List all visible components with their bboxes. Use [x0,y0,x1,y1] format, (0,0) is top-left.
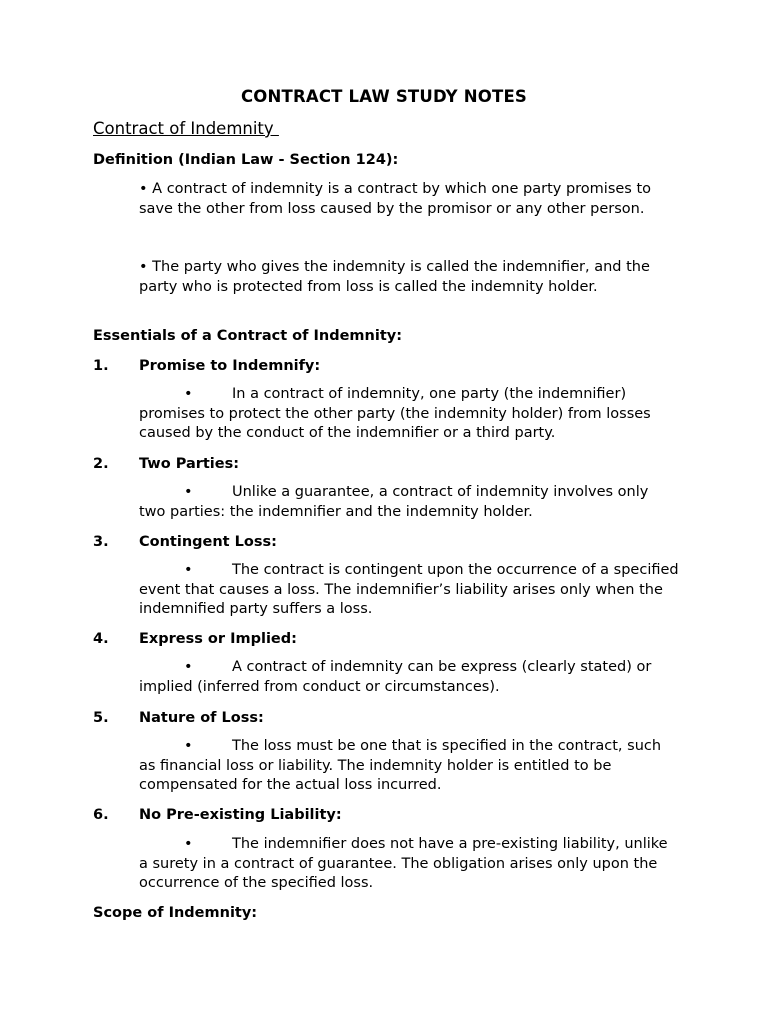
bullet-icon: • [184,836,193,852]
item-description [139,658,679,697]
bullet-icon: • [184,386,193,402]
item-title: Contingent Loss: [139,534,277,550]
item-text: The indemnifier does not have a pre-existing liability, unlike a surety in a contract of guarantee. The obligation arises only upon the occurrence of the specified loss. [139,836,668,892]
item-text: A contract of indemnity can be express (clearly stated) or implied (inferred from conduct or circumstances). [139,659,652,695]
item-title: Express or Implied: [139,631,297,647]
item-title: No Pre-existing Liability: [139,807,342,823]
item-number: 3. [93,534,109,550]
item-description [139,385,679,444]
bullet-icon: • [184,738,193,754]
bullet-icon: • [184,562,193,578]
item-number: 1. [93,358,109,374]
item-text: In a contract of indemnity, one party (the indemnifier) promises to protect the other party (the indemnity holder) from losses caused by the conduct of the indemnifier or a third party. [139,386,651,442]
item-title: Nature of Loss: [139,710,264,726]
item-title: Promise to Indemnify: [139,358,321,374]
document-title: CONTRACT LAW STUDY NOTES [240,87,528,106]
item-description [139,835,679,894]
item-number: 4. [93,631,109,647]
scope-heading: Scope of Indemnity: [93,905,258,921]
item-number: 6. [93,807,109,823]
item-text: The loss must be one that is specified in the contract, such as financial loss or liability. The indemnity holder is entitled to be compensated for the actual loss incurred. [139,738,662,794]
item-description [139,561,679,620]
item-title: Two Parties: [139,456,240,472]
definition-heading: Definition (Indian Law - Section 124): [93,152,399,168]
item-description [139,737,679,796]
bullet-icon: • [184,484,193,500]
essentials-heading: Essentials of a Contract of Indemnity: [93,328,403,344]
item-number: 2. [93,456,109,472]
item-description [139,483,679,522]
bullet-icon: • [184,659,193,675]
item-text: The contract is contingent upon the occurrence of a specified event that causes a loss. The indemnifier’s liability arises only when the indemnified party suffers a loss. [139,562,679,618]
section-heading: Contract of Indemnity [93,119,279,138]
item-text: Unlike a guarantee, a contract of indemnity involves only two parties: the indemnifier and the indemnity holder. [139,484,649,520]
definition-point: • The party who gives the indemnity is called the indemnifier, and the party who is protected from loss is called the indemnity holder. [139,259,650,295]
definition-point: • A contract of indemnity is a contract by which one party promises to save the other from loss caused by the promisor or any other person. [139,181,652,217]
item-number: 5. [93,710,109,726]
